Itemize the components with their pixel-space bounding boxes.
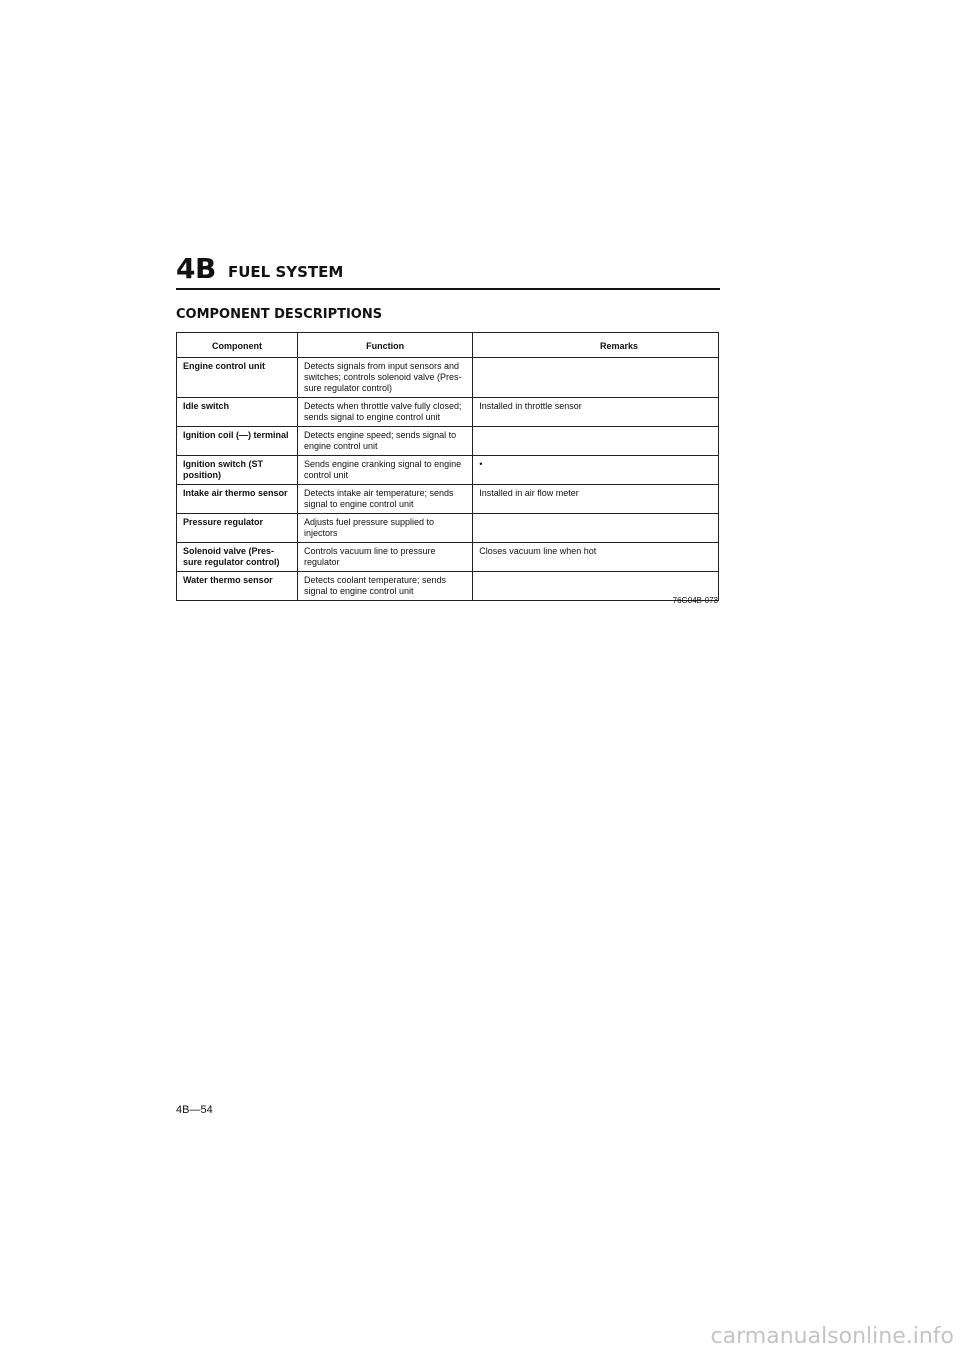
component-cell: Ignition switch (ST position) bbox=[177, 456, 298, 485]
page-heading: COMPONENT DESCRIPTIONS bbox=[176, 307, 383, 322]
remarks-cell: Installed in throttle sensor bbox=[473, 398, 719, 427]
section-title: FUEL SYSTEM bbox=[228, 263, 344, 281]
component-cell: Pressure regulator bbox=[177, 514, 298, 543]
component-cell: Intake air thermo sensor bbox=[177, 485, 298, 514]
remarks-cell bbox=[473, 427, 719, 456]
table-row bbox=[177, 514, 719, 543]
component-cell: Idle switch bbox=[177, 398, 298, 427]
function-cell: Detects intake air temperature; sends signal to engine control unit bbox=[297, 485, 472, 514]
component-cell: Ignition coil (—) terminal bbox=[177, 427, 298, 456]
chapter-number: 4B bbox=[176, 252, 216, 285]
figure-code: 76G04B-073 bbox=[672, 596, 718, 605]
component-cell: Water thermo sensor bbox=[177, 572, 298, 601]
table-row bbox=[177, 485, 719, 514]
component-table bbox=[176, 332, 719, 601]
column-header-function: Function bbox=[297, 333, 472, 358]
remarks-cell: • bbox=[473, 456, 719, 485]
remarks-cell bbox=[473, 358, 719, 398]
function-cell: Detects engine speed; sends signal to engine control unit bbox=[297, 427, 472, 456]
table-row bbox=[177, 572, 719, 601]
watermark[interactable]: carmanualsonline.info bbox=[710, 1324, 954, 1349]
function-cell: Detects coolant temperature; sends signal to engine control unit bbox=[297, 572, 472, 601]
table-row bbox=[177, 358, 719, 398]
function-cell: Controls vacuum line to pressure regulator bbox=[297, 543, 472, 572]
table-row bbox=[177, 456, 719, 485]
component-cell: Solenoid valve (Pres-sure regulator control) bbox=[177, 543, 298, 572]
function-cell: Sends engine cranking signal to engine control unit bbox=[297, 456, 472, 485]
page-number: 4B—54 bbox=[176, 1104, 213, 1116]
table-row bbox=[177, 398, 719, 427]
page-header bbox=[176, 250, 720, 290]
table-header-row bbox=[177, 333, 719, 358]
remarks-cell: Closes vacuum line when hot bbox=[473, 543, 719, 572]
component-cell: Engine control unit bbox=[177, 358, 298, 398]
table-row bbox=[177, 543, 719, 572]
function-cell: Detects when throttle valve fully closed; sends signal to engine control unit bbox=[297, 398, 472, 427]
remarks-cell bbox=[473, 514, 719, 543]
remarks-cell: Installed in air flow meter bbox=[473, 485, 719, 514]
column-header-remarks: Remarks bbox=[473, 333, 719, 358]
column-header-component: Component bbox=[177, 333, 298, 358]
table-row bbox=[177, 427, 719, 456]
function-cell: Detects signals from input sensors and switches; controls solenoid valve (Pres-sure regulator control) bbox=[297, 358, 472, 398]
function-cell: Adjusts fuel pressure supplied to injectors bbox=[297, 514, 472, 543]
